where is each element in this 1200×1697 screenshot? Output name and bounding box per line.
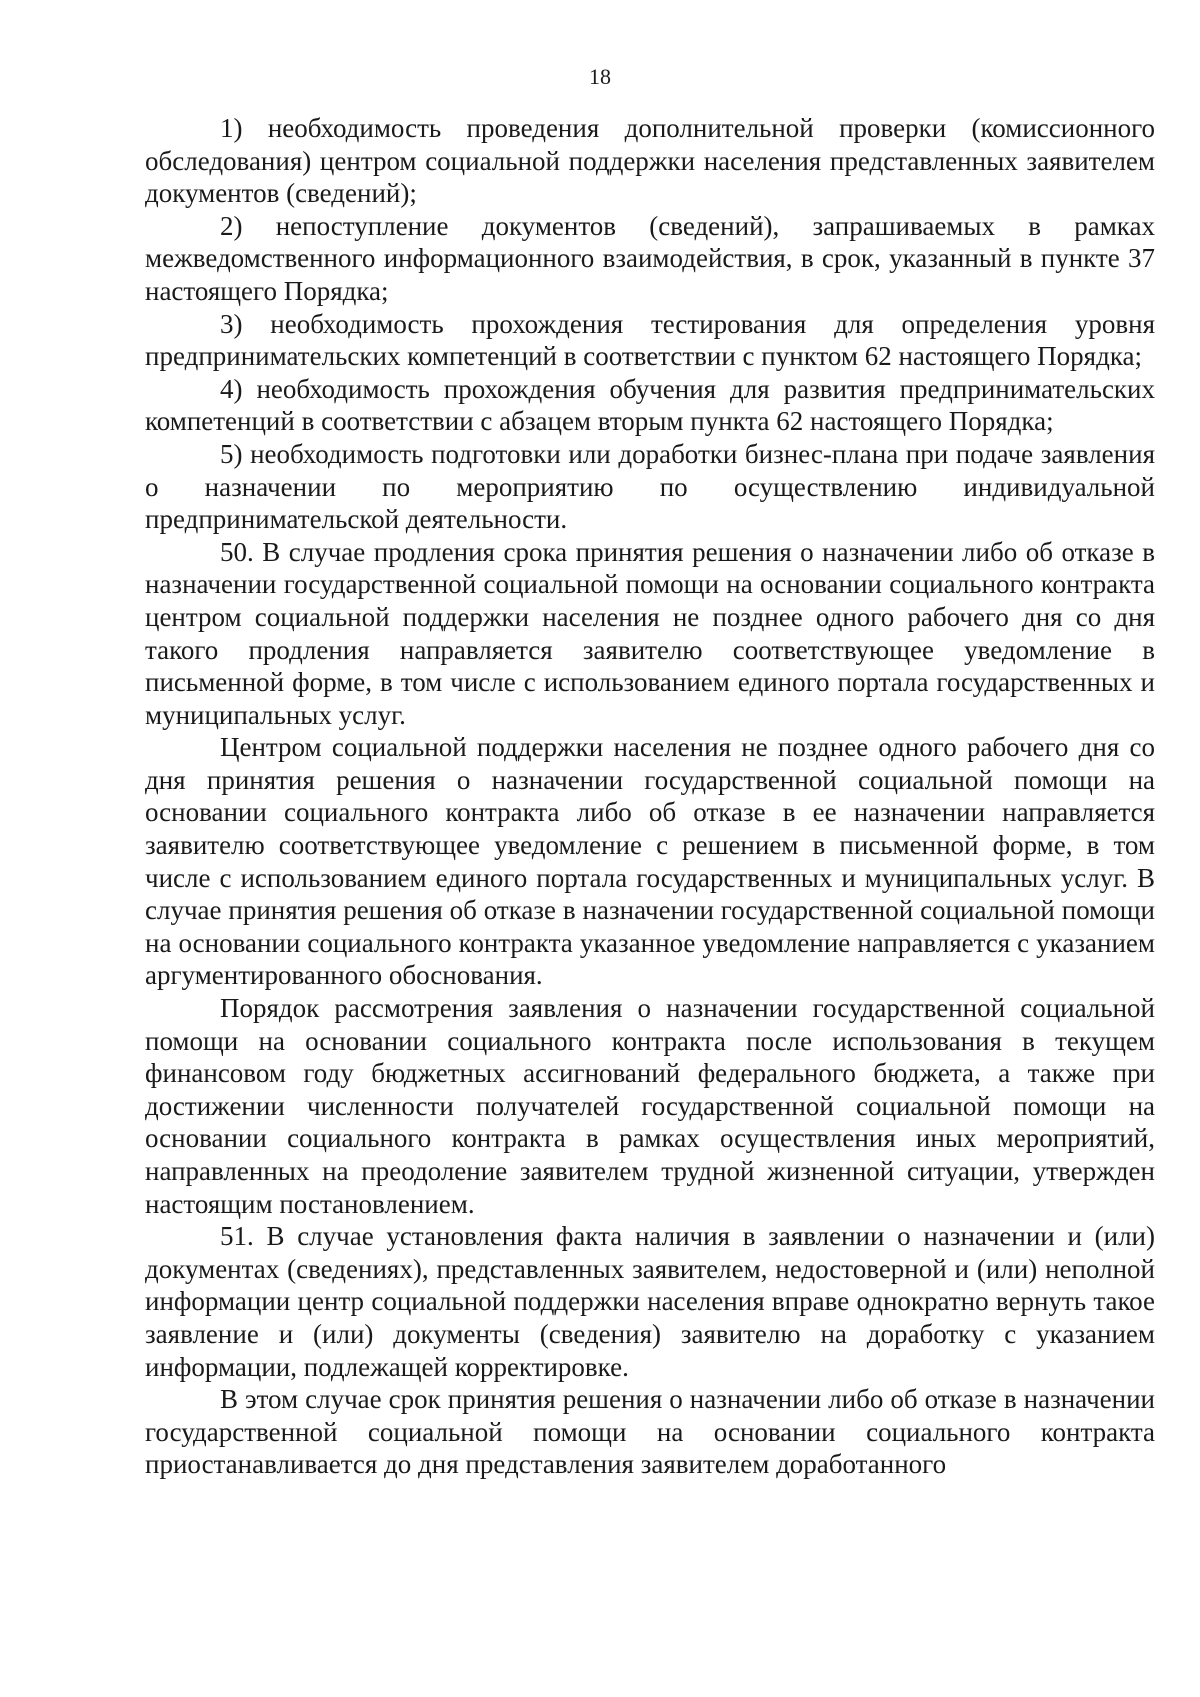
- paragraph-item-3: 3) необходимость прохождения тестирования для определения уровня предпринимательских компетенций в соответствии с пунктом 62 настоящего Порядка;: [145, 308, 1155, 372]
- paragraph-item-4: 4) необходимость прохождения обучения для развития предпринимательских компетенций в соответствии с абзацем вторым пункта 62 настоящего Порядка;: [145, 373, 1155, 437]
- document-body: [145, 112, 1155, 1481]
- paragraph-clause-51: 51. В случае установления факта наличия в заявлении о назначении и (или) документах (сведениях), представленных заявителем, недостоверной и (или) неполной информации центр социальной поддержки населения вправе однократно вернуть такое заявление и (или) документы (сведения) заявителю на доработку с указанием информации, подлежащей корректировке.: [145, 1221, 1155, 1382]
- paragraph-procedure: Порядок рассмотрения заявления о назначении государственной социальной помощи на основании социального контракта после использования в текущем финансовом году бюджетных ассигнований федерального бюджета, а также при достижении численности получателей государственной социальной помощи на основании социального контракта в рамках осуществления иных мероприятий, направленных на преодоление заявителем трудной жизненной ситуации, утвержден настоящим постановлением.: [145, 993, 1155, 1219]
- paragraph-item-2: 2) непоступление документов (сведений), запрашиваемых в рамках межведомственного информационного взаимодействия, в срок, указанный в пункте 37 настоящего Порядка;: [145, 210, 1155, 306]
- paragraph-notification: Центром социальной поддержки населения не позднее одного рабочего дня со дня принятия решения о назначении государственной социальной помощи на основании социального контракта либо об отказе в ее назначении направляется заявителю соответствующее уведомление с решением в письменной форме, в том числе с использованием единого портала государственных и муниципальных услуг. В случае принятия решения об отказе в назначении государственной социальной помощи на основании социального контракта указанное уведомление направляется с указанием аргументированного обоснования.: [145, 732, 1155, 991]
- paragraph-clause-50: 50. В случае продления срока принятия решения о назначении либо об отказе в назначении государственной социальной помощи на основании социального контракта центром социальной поддержки населения не позднее одного рабочего дня со дня такого продления направляется заявителю соответствующее уведомление в письменной форме, в том числе с использованием единого портала государственных и муниципальных услуг.: [145, 536, 1155, 730]
- paragraph-item-5: 5) необходимость подготовки или доработки бизнес-плана при подаче заявления о назначении по мероприятию по осуществлению индивидуальной предпринимательской деятельности.: [145, 438, 1155, 535]
- paragraph-suspension: В этом случае срок принятия решения о назначении либо об отказе в назначении государственной социальной помощи на основании социального контракта приостанавливается до дня представления заявителем доработанного: [145, 1384, 1155, 1480]
- paragraph-item-1: 1) необходимость проведения дополнительной проверки (комиссионного обследования) центром социальной поддержки населения представленных заявителем документов (сведений);: [145, 113, 1155, 209]
- page-number: 18: [589, 64, 611, 89]
